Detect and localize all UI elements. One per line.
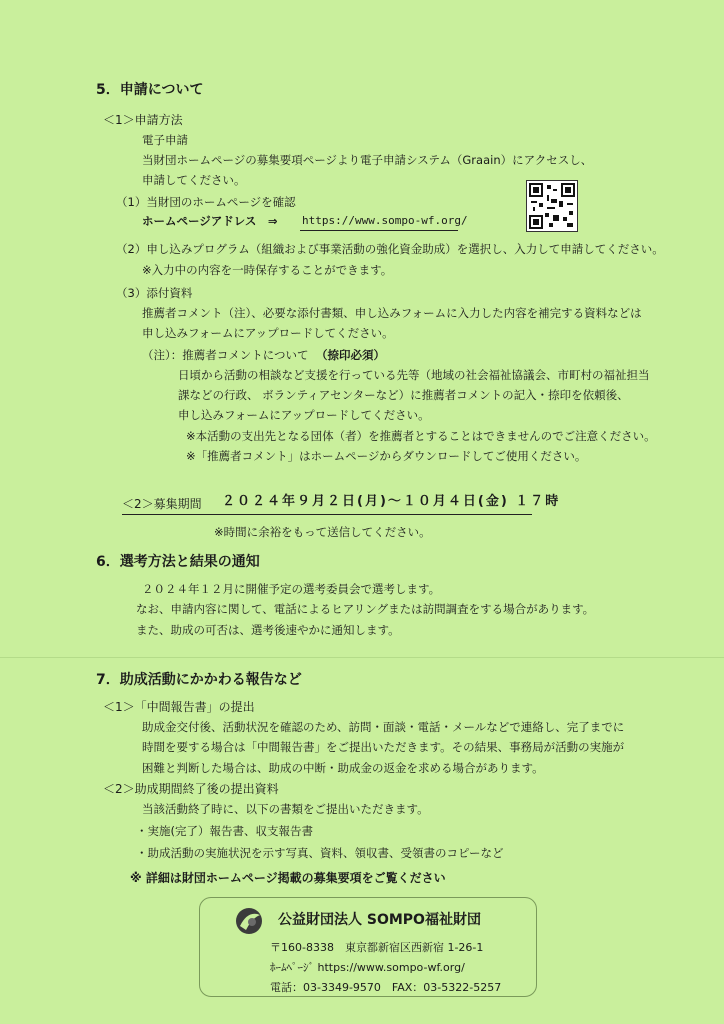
- s5-step2: （2）申し込みプログラム（組織および事業活動の強化資金助成）を選択し、入力して申請してください。: [116, 242, 664, 256]
- s5-note-title: （注）：推薦者コメントについて: [142, 348, 309, 362]
- s5-step3-line1: 推薦者コメント（注）、必要な添付書類、申し込みフォームに入力した内容を補完する資料などは: [142, 306, 642, 320]
- s5-method-title: ＜1＞申請方法: [103, 113, 183, 127]
- section-7-heading: 7．助成活動にかかわる報告など: [96, 672, 302, 688]
- s7-bullet-1: ・実施(完了）報告書、収支報告書: [136, 824, 313, 838]
- s7-interim-line1: 助成金交付後、活動状況を確認のため、訪問・面談・電話・メールなどで連絡し、完了までに: [142, 720, 625, 734]
- s5-desc-line2: 申請してください。: [142, 173, 246, 187]
- s5-hp-url-link[interactable]: https://www.sompo-wf.org/: [302, 214, 468, 227]
- s5-step1-title: （1）当財団のホームページを確認: [116, 195, 296, 209]
- s5-note-line3: 申し込みフォームにアップロードしてください。: [178, 408, 430, 422]
- s5-period-note: ※時間に余裕をもって送信してください。: [214, 525, 431, 539]
- s7-interim-title: ＜1＞「中間報告書」の提出: [103, 700, 255, 714]
- s5-step3-title: （3）添付資料: [116, 286, 193, 300]
- s7-final-docs-line1: 当該活動終了時に、以下の書類をご提出いただきます。: [142, 802, 429, 816]
- s7-interim-line3: 困難と判断した場合は、助成の中断・助成金の返金を求める場合があります。: [142, 761, 544, 775]
- s6-line1: ２０２４年１２月に開催予定の選考委員会で選考します。: [142, 582, 441, 596]
- paper-fold-line: [0, 657, 724, 658]
- s5-note-line2: 課などの行政、 ボランティアセンターなど）に推薦者コメントの記入・捺印を依頼後、: [178, 388, 629, 402]
- qr-code-icon[interactable]: [526, 180, 578, 232]
- footer-homepage-link[interactable]: ﾎｰﾑﾍﾟｰｼﾞ https://www.sompo-wf.org/: [270, 961, 465, 974]
- foundation-logo-icon: [234, 906, 264, 936]
- s5-electronic: 電子申請: [142, 133, 188, 147]
- s7-bullet-2: ・助成活動の実施状況を示す写真、資料、領収書、受領書のコピーなど: [136, 846, 504, 860]
- s7-interim-line2: 時間を要する場合は「中間報告書」をご提出いただきます。その結果、事務局が活動の実施が: [142, 740, 625, 754]
- section-5-heading: 5．申請について: [96, 82, 204, 98]
- s5-step3-line2: 申し込みフォームにアップロードしてください。: [142, 326, 394, 340]
- footer-org-name: 公益財団法人 SOMPO福祉財団: [278, 912, 481, 928]
- s5-note-line1: 日頃から活動の相談など支援を行っている先等（地域の社会福祉協議会、市町村の福祉担当: [178, 368, 650, 382]
- s5-note-seal: （捺印必須）: [316, 348, 385, 362]
- s5-period-underline: [122, 514, 532, 515]
- s5-desc-line1: 当財団ホームページの募集要項ページより電子申請システム（Graain）にアクセスし、: [142, 153, 593, 167]
- s5-note-line5: ※「推薦者コメント」はホームページからダウンロードしてご使用ください。: [186, 449, 587, 463]
- footer-phone-fax: 電話：03-3349-9570 FAX：03-5322-5257: [270, 981, 502, 994]
- s7-final-note: ※ 詳細は財団ホームページ掲載の募集要項をご覧ください: [130, 871, 446, 885]
- s5-period-label: ＜2＞募集期間: [122, 497, 202, 511]
- s5-period-value: ２０２４年９月２日(月)～１０月４日(金) １７時: [222, 494, 561, 509]
- s5-hp-label: ホームページアドレス ⇒: [142, 214, 278, 228]
- section-6-heading: 6．選考方法と結果の通知: [96, 554, 260, 570]
- s5-note-line4: ※本活動の支出先となる団体（者）を推薦者とすることはできませんのでご注意ください。: [186, 429, 656, 443]
- s5-hp-url-underline: [300, 230, 458, 231]
- s6-line3: また、助成の可否は、選考後速やかに通知します。: [136, 623, 400, 637]
- s5-step2-note: ※入力中の内容を一時保存することができます。: [142, 263, 393, 277]
- s7-final-docs-title: ＜2＞助成期間終了後の提出資料: [103, 782, 279, 796]
- s6-line2: なお、申請内容に関して、電話によるヒアリングまたは訪問調査をする場合があります。: [136, 602, 595, 616]
- footer-address: 〒160-8338 東京都新宿区西新宿 1-26-1: [270, 941, 484, 954]
